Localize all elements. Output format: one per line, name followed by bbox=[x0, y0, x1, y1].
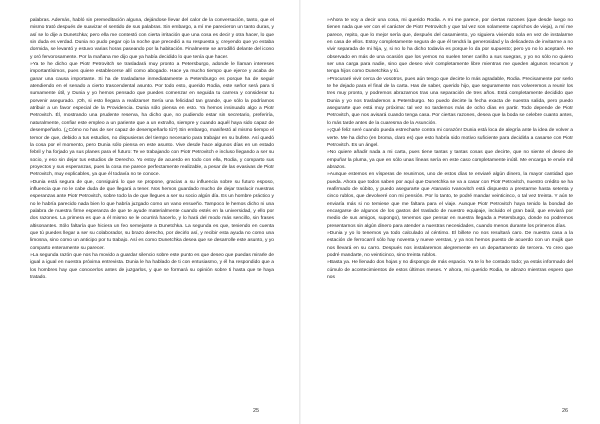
paragraph: »La segunda razón que nos ha movido a guardar silencio sobre este punto es que deseo que puedas mirarle de igual a igual en nuestra próxima entrevista. Dunia le ha hablado de ti con entusiasmo, y él ha respondido que a los hombres hay que conocerlos antes de juzgarlos, y que se formará su opinión sobre ti hasta que te haya tratado. bbox=[30, 253, 274, 281]
right-page bbox=[300, 0, 600, 424]
paragraph: »Basta ya. He llenado dos hojas y no dispongo de más espacio. Ya te lo he contado todo; ya estás informado del cúmulo de acontecimientos de estos últimos meses. Y ahora, mi querido Rodia, te abrazo mientras espero que nos bbox=[327, 260, 573, 281]
paragraph: »Dunia está segura de que, consiguirá lo que se propone, gracias a su influencia sobre su futuro esposo, influencia que no le cabe duda de que llegará a tener. Nos hemos guardado mucho de dejar traslucir nuestras esperanzas ante Piotr Petrovitch, sobre todo la de que llegues a ser su socio algún día. Es un hombre práctico y no le habría parecido nada bien lo que habría juzgado como un vano ensueño. Tampoco le hemos dicho ni una palabra de nuestra firme esperanza de que te ayude materialmente cuando estés en la universidad, y ello por dos razones. La primera es que a él mismo se le ocurrirá hacerlo, y lo hará del modo más sencillo, sin frases altisonantes. Sólo faltaría que hiciera un feo semejante a Dunetchka. La segunda es que, teniendo en cuenta que tú puedes llegar a ser su colaborador, su brazo derecho, por decirlo así, y recibir esta ayuda no como una limosna, sino como un anticipo por tu trabajo. Así es como Dunetchka desea que se desarrolle este asunto, y yo comparto enteramente su parecer. bbox=[30, 179, 274, 251]
page-number: 26 bbox=[562, 408, 569, 414]
page-number: 25 bbox=[253, 408, 260, 414]
paragraph: »No quiere añadir nada a mi carta, pues tiene tantas y tantas cosas que decirte, que no siente el deseo de empuñar la pluma, ya que en sólo unas líneas sería en este caso completamente inútil. Me encarga te envíe mil abrazos. bbox=[327, 150, 573, 170]
paragraph: »Ya te he dicho que Piotr Petrovitch se trasladará muy pronto a Petersburgo, adonde le llaman intereses importantísimos, pues quiere establecerse allí como abogado. Hace ya mucho tiempo que ejerce y acaba de ganar una causa importante. Si ha de trasladarse inmediatamente a Petersburgo es porque ha de seguir atendiendo en el senado a cierto trascendental asunto. Por todo esto, querido Rodia, este señor será para ti sumamente útil, y Dunia y yo hemos pensado que puedes comenzar en seguida tu carrera y considerar tu porvenir asegurado. ¡Oh, si esto llegara a realizarse! Sería una felicidad tan grande, que sólo la podríamos atribuir a un favor especial de la Providencia. Dunia sólo piensa en esto. Ya hemos insinuado algo a Piotr Petrovitch. Él, mostrando una prudente reserva, ha dicho que, no pudiendo estar sin secretario, preferiría, naturalmente, confiar este empleo a un pariente que a un extraño, siempre y cuando aquél haya sido capaz de desempeñarlo. (¿Cómo no has de ser capaz de desempeñarlo tú?) Sin embargo, manifestó al mismo tiempo el temor de que, debido a tus estudios, no dispusieras del tiempo necesario para trabajar en su bufete. Así quedó la cosa por el momento, pero Dunia sólo piensa en este asunto. Vive desde hace algunos días en un estado febril y ha forjado ya sus planes para el futuro: Te ve trabajando con Piotr Petrovitch e incluso llegando a ser su socio, y eso sin dejar tus estudios de Derecho. Yo estoy de acuerdo en todo con ella, Rodia, y comparto sus proyectos y sus esperanzas, pues la cosa me parece perfectamente realizable, a pesar de las evasivas de Piotr Petrovitch, muy explicables, ya que él todavía no te conoce. bbox=[30, 62, 274, 178]
paragraph: »Dunia y yo lo tenemos ya todo calculado al céntimo. El billete no nos resultará caro. De nuestra casa a la estación de ferrocarril sólo hay noventa y nueve verstas, y ya nos hemos puesto de acuerdo con un mujik que nos llevará en su carro. Después nos instalaremos alegremente en un departamento de tercera. Yo creo que podré mandarte, no veinticinco, sino treinta rublos. bbox=[327, 230, 573, 258]
left-page-text bbox=[30, 17, 274, 396]
paragraph: »Ahora te voy a decir una cosa, mi querido Rodia. A mi me parece, por ciertas razones (que desde luego no tienen nada que ver con el carácter de Piotr Petrovitch y que tal vez son solamente caprichos de vieja), a mí me parece, repito, que lo mejor sería que, después del casamiento, yo siguiera viviendo sola en vez de instalarme en casa de ellos. Estoy completamente segura de que él tendrá la generosidad y la delicadeza de invitarme a no vivir separada de mi hija, y, si no lo ha dicho todavía es porque lo da por supuesto; pero yo no lo aceptaré. He observado en más de una ocasión que los yernos no suelen tener cariño a sus suegras, y yo no sólo no quiero ser una carga para nadie, sino que deseo vivir completamente libre mientras me queden algunos recursos y tenga hijos como Dunetchka y tú. bbox=[327, 18, 573, 75]
paragraph: »¡Qué feliz seré cuando pueda estrecharte contra mi corazón! Dunia está loca de alegría ante la idea de volver a verte. Me ha dicho (en broma, claro es) que esto habría sido motivo suficiente para decidirla a casarse con Piotr Petrovitch. Es un ángel. bbox=[327, 128, 573, 148]
paragraph: palabras. Además, habló sin premeditación alguna, dejándose llevar del calor de la conversación, tanto, que el mismo trató después de suavizar el sentido de sus palabras. Sin embargo, a mí me parecieron un tanto duras, y así se lo dije a Dunetchka; pero ella me contestó con cierta irritación que una cosa es decir y otra hacer, lo que sin duda es verdad. Dunia no pudo pegar ojo la noche que precedió a su respuesta y, creyendo que yo estaba dormida, se levantó y estuvo varias horas paseando por la habitación. Finalmente se arrodilló delante del icono y oró fervorosamente. Por la mañana me dijo que ya había decidido lo que tenía que hacer. bbox=[30, 18, 274, 60]
right-page-text bbox=[327, 17, 573, 396]
paragraph: »Procuraré vivir cerca de vosotros, pues aún tengo que decirte lo más agradable, Rodia. Precisamente por serlo te he dejado para el final de la carta. Has de saber, querido hijo, que seguramente nos volveremos a reunir los tres muy pronto, y podremos abrazarnos tras una separación de tres años. Está completamente decidido que Dunia y yo nos traslademos a Petersburgo. No puedo decirte la fecha exacta de nuestra salida, pero puedo asegurarte que está muy próxima: tal vez no tardemos más de ocho días en partir. Todo depende de Piotr Petrovitch, que nos avisará cuando tenga casa. Por ciertas razones, desea que la boda se celebre cuanto antes, lo más tarde antes de la cuaresma de la Asunción. bbox=[327, 76, 573, 126]
paragraph: »Aunque estemos en vísperas de reunirnos, uno de estos días te enviaré algún dinero, la mayor cantidad que pueda. Ahora que todos saben por aquí que Dunetchka se va a casar con Piotr Petrovitch, nuestro crédito se ha reafirmado de súbito, y puedo asegurarte que Atanasio Ivanovitch está dispuesto a prestarme hasta setenta y cinco rublos, que devolveré con mi pensión. Por lo tanto, te podré mandar veinticinco, o tal vez treinta. Y aún te enviaría más si no temiese que me faltara para el viaje. Aunque Piotr Petrovitch haya tenido la bondad de encargarse de algunos de los gastos del traslado de nuestro equipaje, incluido el gran baúl, que enviará por medio de sus amigos, supongo), tenemos que pensar en nuestra llegada a Petersburgo, donde no podremos presentarnos sin algún dinero para atender a nuestras necesidades, cuando menos durante los primeros días. bbox=[327, 172, 573, 229]
